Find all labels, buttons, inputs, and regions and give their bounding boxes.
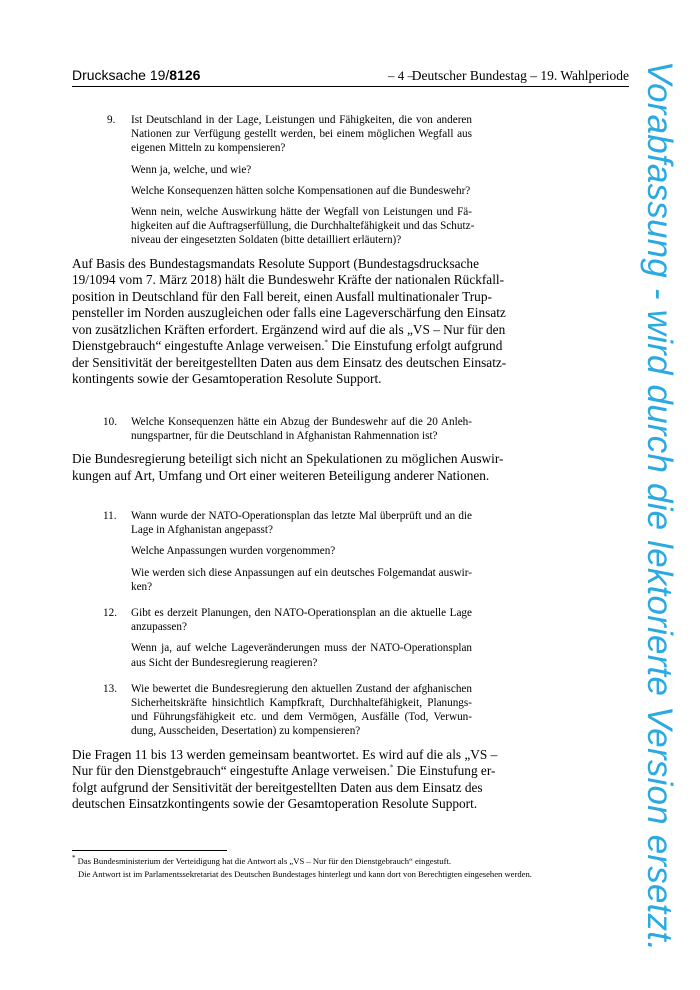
footnote-separator [72, 850, 227, 851]
doc-number: 8126 [169, 67, 201, 83]
footnote-marker: * [72, 854, 76, 863]
question-text: Gibt es derzeit Planungen, den NATO-Operationsplan an die aktuelle Lage anzupassen? [131, 607, 472, 634]
footnote: * Das Bundesministerium der Verteidigung hat die Antwort als „VS – Nur für den Dienstgebrauch“ eingestuft. Die Antwort ist im Parlamentssekretariat des Deutschen Bundestages hinterlegt und kann dort von Berechtigten eingesehen werden. [72, 854, 532, 879]
question-text: Wenn ja, welche, und wie? [131, 163, 252, 176]
question-text: Welche Konsequenzen hätte ein Abzug der Bundeswehr auf die 20 Anleh- nungspartner, für die Deutschland in Afghanistan Rahmennation ist? [131, 415, 472, 442]
question-text: Wenn nein, welche Auswirkung hätte der Wegfall von Leistungen und Fä- higkeiten auf die Auftragserfüllung, die Durchhaltefähigkeit und das Schutz- niveau der eingesetzten Soldaten (bitte detailliert erläutern)? [131, 206, 475, 247]
watermark-text: Vorabfassung - wird durch die lektorierte Version ersetzt. [640, 60, 679, 952]
answer-10: Die Bundesregierung beteiligt sich nicht an Spekulationen zu möglichen Auswir- kungen auf Art, Umfang und Ort einer weiteren Beteiligung anderer Nationen. [72, 451, 504, 483]
page-header [72, 66, 629, 87]
draft-watermark [629, 60, 689, 952]
document-number [72, 66, 200, 84]
question-12 [72, 606, 472, 670]
question-9 [72, 113, 475, 248]
page-number: – 4 – [388, 68, 414, 83]
question-text: Welche Anpassungen wurden vorgenommen? [131, 545, 336, 558]
question-text: Wenn ja, auf welche Lageveränderungen muss der NATO-Operationsplan aus Sicht der Bundesregierung reagieren? [131, 642, 472, 669]
answer-9: Auf Basis des Bundestagsmandats Resolute Support (Bundestagsdrucksache 19/1094 vom 7. März 2018) hält die Bundeswehr Kräfte der nationalen Rückfall- position in Deutschland für den Fall bereit, einen Ausfall multinationaler Trup- pensteller im Norden auszugleichen oder falls eine Lageverschärfung den Einsatz von zusätzlichen Kräften erfordert. Ergänzend wird auf die als „VS – Nur für den Dienstgebrauch“ eingestufte Anlage verweisen.* Die Einstufung erfolgt aufgrund der Sensitivität der bereitgestellten Daten aus dem Einsatz des deutschen Einsatz- kontingents sowie der Gesamtoperation Resolute Support. [72, 255, 507, 387]
question-10 [72, 415, 472, 443]
page-body [72, 113, 507, 813]
question-number: 9. [107, 114, 116, 126]
question-number: 12. [103, 607, 117, 620]
question-13 [72, 682, 472, 739]
answer-11-13: Die Fragen 11 bis 13 werden gemeinsam beantwortet. Es wird auf die als „VS – Nur für den Dienstgebrauch“ eingestufte Anlage verweisen.* Die Einstufung er- folgt aufgrund der Sensitivität der bereitgestellten Daten aus dem Einsatz des deutschen Einsatzkontingents sowie der Gesamtoperation Resolute Support. [72, 746, 498, 812]
question-number: 11. [103, 510, 117, 523]
question-text: Wann wurde der NATO-Operationsplan das letzte Mal überprüft und an die Lage in Afghanistan angepasst? [131, 510, 472, 537]
question-text: Wie werden sich diese Anpassungen auf ein deutsches Folgemandat auswir- ken? [131, 566, 472, 593]
question-11 [72, 509, 472, 594]
publisher: Deutscher Bundestag – 19. Wahlperiode [411, 68, 629, 83]
doc-label: Drucksache [72, 67, 146, 83]
doc-number-prefix: 19/ [149, 67, 170, 83]
footnote-marker: * [324, 338, 329, 347]
question-number: 10. [103, 415, 117, 428]
question-number: 13. [103, 682, 117, 695]
question-text: Ist Deutschland in der Lage, Leistungen und Fähigkeiten, die von anderen Nationen zur Verfügung gestellt werden, bei einem möglichen Wegfall aus eigenen Mitteln zu kompensieren? [131, 114, 472, 155]
question-text: Welche Konsequenzen hätten solche Kompensationen auf die Bundeswehr? [131, 184, 471, 197]
footnote-marker: * [389, 763, 394, 772]
question-text: Wie bewertet die Bundesregierung den aktuellen Zustand der afghanischen Sicherheitskräfte hinsichtlich Kampfkraft, Durchhaltefähigkeit, Planungs- und Führungsfähigkeit etc. und dem Vermögen, Ausfälle (Tod, Verwun- dung, Ausscheiden, Desertation) zu kompensieren? [131, 682, 472, 738]
